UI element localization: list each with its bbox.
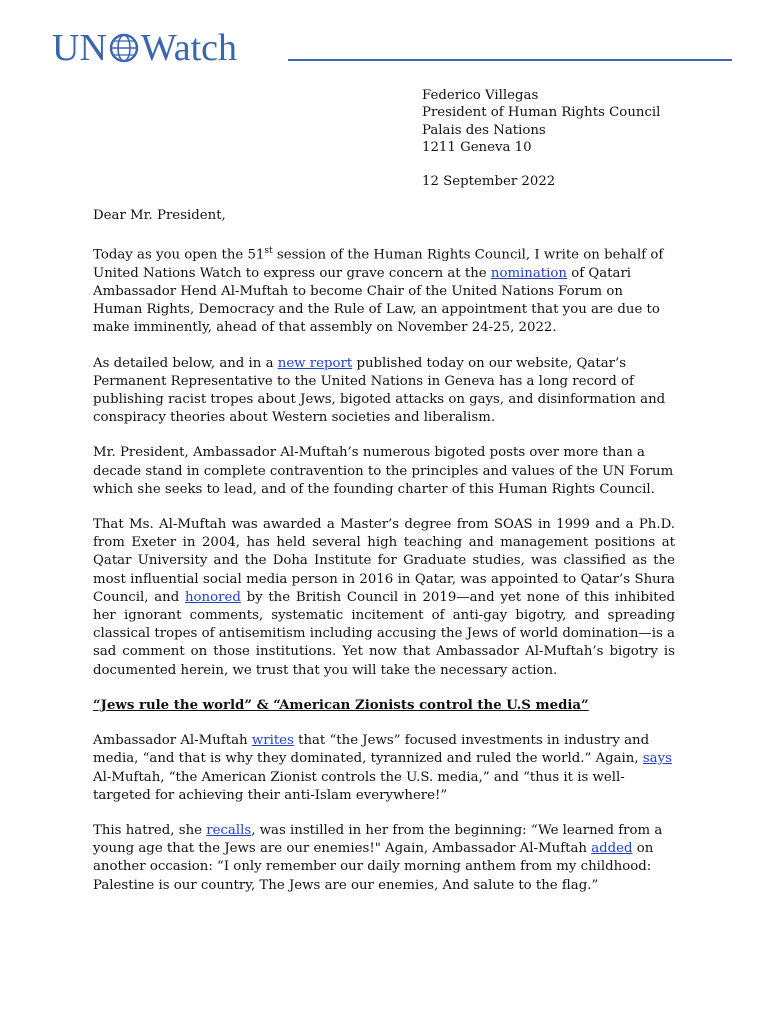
p1-superscript: st — [264, 246, 273, 257]
new-report-link[interactable]: new report — [277, 355, 353, 371]
section-heading: “Jews rule the world” & “American Zionists control the U.S media” — [93, 697, 589, 713]
says-link[interactable]: says — [642, 751, 672, 767]
logo-watch-text: Watch — [140, 27, 238, 69]
honored-link[interactable]: honored — [184, 589, 241, 605]
paragraph-1 — [93, 242, 675, 337]
paragraph-2 — [93, 355, 675, 428]
un-watch-logo — [52, 28, 237, 68]
recipient-title: President of Human Rights Council — [422, 105, 661, 121]
paragraph-5 — [93, 732, 675, 805]
p4-text-a: That Ms. Al-Muftah was awarded a Master’s degree from SOAS in 1999 and a Ph.D. from Exeter in 2004, has held several high teaching and management positions at Qatar University and the Doha Institute for Graduate studies, was classified as the most influential social media person in 2016 in Qatar, was appointed to Qatar’s Shura Council, and — [93, 517, 675, 605]
p5-text-a: Ambassador Al-Muftah — [93, 733, 252, 749]
p2-text-b: published today on our website, Qatar’s Permanent Representative to the United Nations in Geneva has a long record of publishing racist tropes about Jews, bigoted attacks on gays, and disinformation and conspiracy theories about Western societies and liberalism. — [93, 355, 666, 426]
writes-link[interactable]: writes — [251, 733, 294, 749]
p1-text-b: session of the Human Rights Council, I write on behalf of United Nations Watch to express our grave concern at the — [93, 247, 664, 281]
p5-text-c: Al-Muftah, “the American Zionist controls the U.S. media,” and “thus it is well-targeted for achieving their anti-Islam everywhere!” — [93, 769, 625, 803]
p6-text-b: , was instilled in her from the beginning: “We learned from a young age that the Jews are our enemies!" Again, Ambassador Al-Muftah — [93, 822, 663, 857]
recipient-address — [422, 87, 660, 156]
recipient-place: Palais des Nations — [422, 122, 546, 138]
globe-icon — [108, 32, 140, 64]
letter-body — [93, 207, 675, 912]
header-rule — [288, 59, 732, 61]
logo-un-text: UN — [52, 27, 107, 69]
salutation: Dear Mr. President, — [93, 208, 226, 223]
recipient-name: Federico Villegas — [422, 88, 539, 103]
added-link[interactable]: added — [591, 841, 633, 857]
p2-text-a: As detailed below, and in a — [93, 355, 278, 371]
paragraph-3: Mr. President, Ambassador Al-Muftah’s numerous bigoted posts over more than a decade stand in complete contravention to the principles and values of the UN Forum which she seeks to lead, and of the founding charter of this Human Rights Council. — [93, 445, 674, 497]
paragraph-6 — [93, 822, 675, 895]
p1-text-c: of Qatari Ambassador Hend Al-Muftah to become Chair of the United Nations Forum on Human Rights, Democracy and the Rule of Law, an appointment that you are due to make imminently, ahead of that assembly on November 24-25, 2022. — [93, 265, 660, 336]
p6-text-c: on another occasion: “I only remember our daily morning anthem from my childhood: Palestine is our country, The Jews are our enemies, And salute to the flag.” — [93, 841, 654, 893]
recalls-link[interactable]: recalls — [206, 822, 252, 838]
p1-text-a: Today as you open the 51 — [93, 247, 265, 263]
p5-text-b: that “the Jews” focused investments in industry and media, “and that is why they dominated, tyrannized and ruled the world.” Again, — [93, 733, 650, 767]
paragraph-4 — [93, 516, 675, 680]
letter-date: 12 September 2022 — [422, 174, 556, 189]
p4-text-b: by the British Council in 2019—and yet none of this inhibited her ignorant comments, systematic incitement of anti-gay bigotry, and spreading classical tropes of antisemitism including accusing the Jews of world domination—is a sad comment on those institutions. Yet now that Ambassador Al-Muftah’s bigotry is documented herein, we trust that you will take the necessary action. — [93, 589, 675, 678]
p6-text-a: This hatred, she — [93, 822, 207, 838]
nomination-link[interactable]: nomination — [490, 265, 567, 281]
recipient-city: 1211 Geneva 10 — [422, 139, 532, 155]
